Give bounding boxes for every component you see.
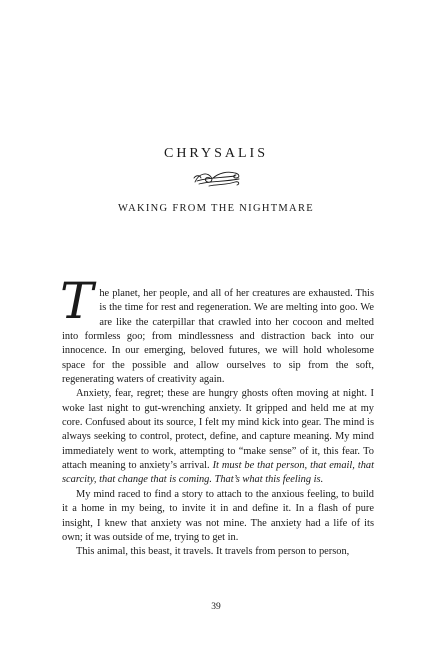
paragraph-2-italic: It must be that person, that email, that scarcity, that change that is coming. That’s what this feeling is. bbox=[62, 460, 374, 486]
flourish-ornament-icon bbox=[191, 167, 243, 189]
chapter-title: CHRYSALIS bbox=[163, 146, 269, 161]
paragraph-4-text: This animal, this beast, it travels. It travels from person to person, bbox=[76, 546, 350, 558]
page-number: 39 bbox=[211, 602, 221, 612]
paragraph-3 bbox=[62, 488, 374, 545]
paragraph-2 bbox=[62, 387, 374, 487]
body-text bbox=[60, 272, 374, 560]
paragraph-2-text: Anxiety, fear, regret; these are hungry ghosts often moving at night. I woke last night to gut-wrenching anxiety. It gripped and held me at my core. Confused about its source, I felt my mind kick into gear. The mind is always seeking to control, protect, define, and capture meaning. My mind immediately went to work, attempting to “make sense” of it, this fear. To attach meaning to anxiety’s arrival. bbox=[62, 388, 374, 472]
drop-cap: T bbox=[60, 272, 94, 330]
chapter-subtitle: WAKING FROM THE NIGHTMARE bbox=[118, 203, 314, 214]
paragraph-3-text: My mind raced to find a story to attach to the anxious feeling, to build it a home in my being, to invite it in and define it. In a flash of pure insight, I knew that anxiety was not mine. The anxiety had a life of its own; it was outside of me, trying to get in. bbox=[62, 488, 374, 543]
paragraph-1 bbox=[60, 272, 374, 387]
paragraph-4 bbox=[62, 545, 374, 559]
paragraph-1-text: he planet, her people, and all of her creatures are exhausted. This is the time for rest and regeneration. We are melting into goo. We are like the caterpillar that crawled into her cocoon and melted into formless goo; from mindlessness and distraction back into our innocence. In our emerging, beloved futures, we will hold wholesome space for the possible and allow ourselves to sip from the soft, regenerating waters of creativity again. bbox=[62, 288, 374, 386]
